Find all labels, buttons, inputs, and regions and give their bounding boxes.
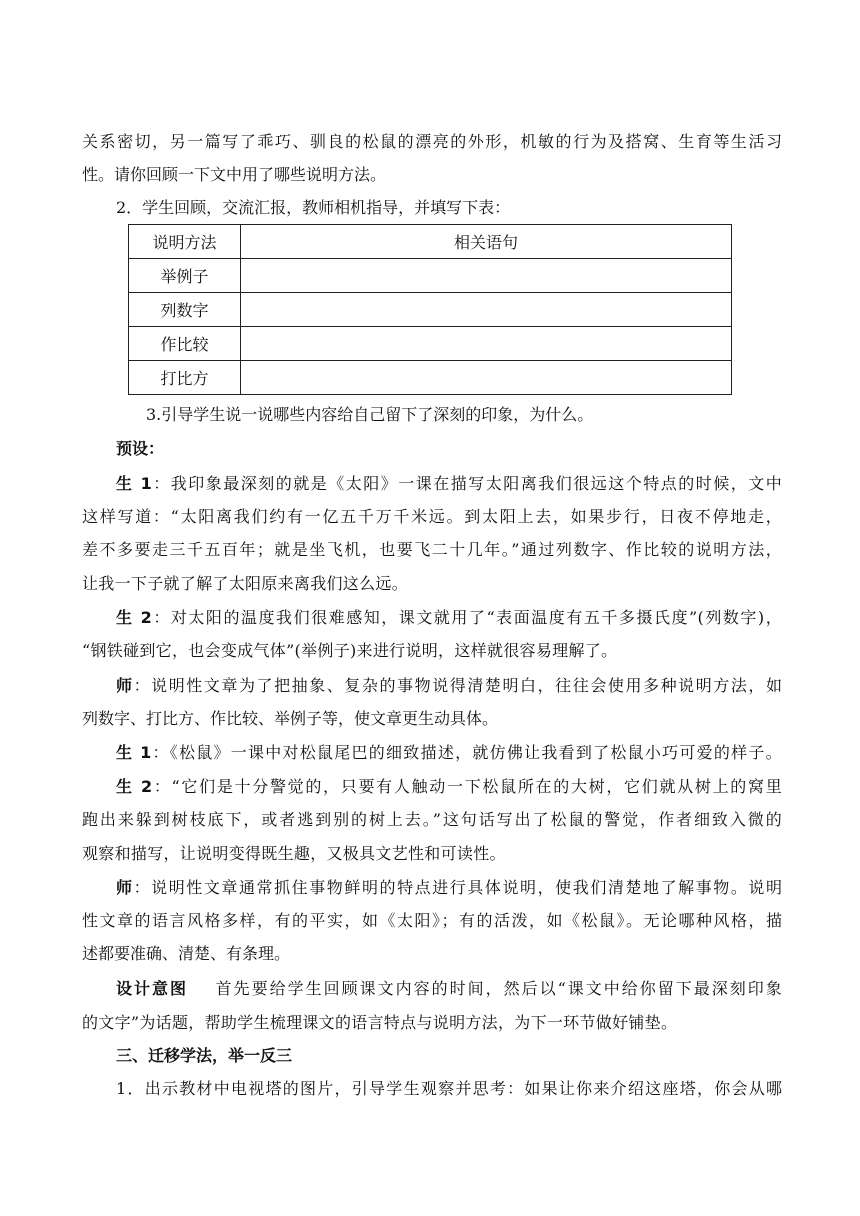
paragraph-line bbox=[116, 474, 782, 494]
table-header-cell: 说明方法 bbox=[129, 225, 241, 259]
paragraph-line: 1．出示教材中电视塔的图片，引导学生观察并思考：如果让你来介绍这座塔，你会从哪 bbox=[116, 1079, 782, 1098]
paragraph-line: 2．学生回顾，交流汇报，教师相机指导，并填写下表： bbox=[116, 198, 511, 217]
speech-text: ：对太阳的温度我们很难感知，课文就用了“表面温度有五千多摄氏度”(列数字)， bbox=[152, 608, 782, 627]
design-intent-label: 设计意图 bbox=[116, 979, 188, 998]
paragraph-line: 让我一下子就了解了太阳原来离我们这么远。 bbox=[82, 574, 409, 593]
table-header-row bbox=[129, 225, 732, 259]
section-heading: 三、迁移学法，举一反三 bbox=[116, 1046, 293, 1065]
speaker-label: 师 bbox=[116, 878, 134, 897]
methods-table bbox=[128, 224, 732, 395]
table-cell: 作比较 bbox=[129, 327, 241, 361]
paragraph-line: 观察和描写，让说明变得既生趣，又极具文艺性和可读性。 bbox=[82, 844, 506, 863]
speech-text: ：说明性文章通常抓住事物鲜明的特点进行具体说明，使我们清楚地了解事物。说明 bbox=[133, 878, 782, 897]
paragraph-line bbox=[116, 608, 782, 628]
speaker-label: 生 2 bbox=[116, 608, 153, 627]
table-cell bbox=[241, 293, 732, 327]
table-cell: 打比方 bbox=[129, 361, 241, 395]
paragraph-line: “钢铁碰到它，也会变成气体”(举例子)来进行说明，这样就很容易理解了。 bbox=[82, 641, 618, 660]
paragraph-line bbox=[116, 979, 782, 999]
paragraph-line bbox=[116, 777, 782, 797]
table-header-cell: 相关语句 bbox=[241, 225, 732, 259]
paragraph-line bbox=[116, 676, 782, 696]
speech-text: ：《松鼠》一课中对松鼠尾巴的细致描述，就仿佛让我看到了松鼠小巧可爱的样子。 bbox=[151, 743, 782, 762]
section-label: 预设： bbox=[116, 439, 165, 458]
speech-text: ：说明性文章为了把抽象、复杂的事物说得清楚明白，往往会使用多种说明方法，如 bbox=[133, 676, 782, 695]
speaker-label: 生 1 bbox=[116, 743, 152, 762]
speech-text: ：我印象最深刻的就是《太阳》一课在描写太阳离我们很远这个特点的时候，文中 bbox=[152, 474, 782, 493]
table-row bbox=[129, 327, 732, 361]
table-row bbox=[129, 259, 732, 293]
speaker-label: 生 2 bbox=[116, 777, 153, 796]
table-row bbox=[129, 361, 732, 395]
paragraph-line: 性文章的语言风格多样，有的平实，如《太阳》；有的活泼，如《松鼠》。无论哪种风格，描 bbox=[82, 911, 782, 930]
paragraph-line: 3.引导学生说一说哪些内容给自己留下了深刻的印象，为什么。 bbox=[146, 405, 594, 424]
paragraph-line: 关系密切，另一篇写了乖巧、驯良的松鼠的漂亮的外形，机敏的行为及搭窝、生育等生活习 bbox=[82, 132, 782, 151]
paragraph-line: 列数字、打比方、作比较、举例子等，使文章更生动具体。 bbox=[82, 709, 499, 728]
paragraph-line: 述都要准确、清楚、有条理。 bbox=[82, 944, 291, 963]
paragraph-line: 这样写道：“太阳离我们约有一亿五千万千米远。到太阳上去，如果步行，日夜不停地走， bbox=[82, 507, 782, 526]
table-cell: 列数字 bbox=[129, 293, 241, 327]
table-cell bbox=[241, 327, 732, 361]
design-intent-text: 首先要给学生回顾课文内容的时间，然后以“课文中给你留下最深刻印象 bbox=[213, 979, 783, 998]
table-cell bbox=[241, 361, 732, 395]
table-row bbox=[129, 293, 732, 327]
table-cell bbox=[241, 259, 732, 293]
paragraph-line: 性。请你回顾一下文中用了哪些说明方法。 bbox=[82, 165, 387, 184]
paragraph-line: 的文字”为话题，帮助学生梳理课文的语言特点与说明方法，为下一环节做好铺垫。 bbox=[82, 1013, 678, 1032]
paragraph-line: 跑出来躲到树枝底下，或者逃到别的树上去。”这句话写出了松鼠的警觉，作者细致入微的 bbox=[82, 810, 782, 829]
speech-text: ：“它们是十分警觉的，只要有人触动一下松鼠所在的大树，它们就从树上的窝里 bbox=[152, 777, 782, 796]
speaker-label: 生 1 bbox=[116, 474, 153, 493]
paragraph-line bbox=[116, 878, 782, 898]
paragraph-line: 差不多要走三千五百年；就是坐飞机，也要飞二十几年。”通过列数字、作比较的说明方法， bbox=[82, 540, 782, 559]
speaker-label: 师 bbox=[116, 676, 134, 695]
paragraph-line bbox=[116, 743, 782, 763]
table-cell: 举例子 bbox=[129, 259, 241, 293]
